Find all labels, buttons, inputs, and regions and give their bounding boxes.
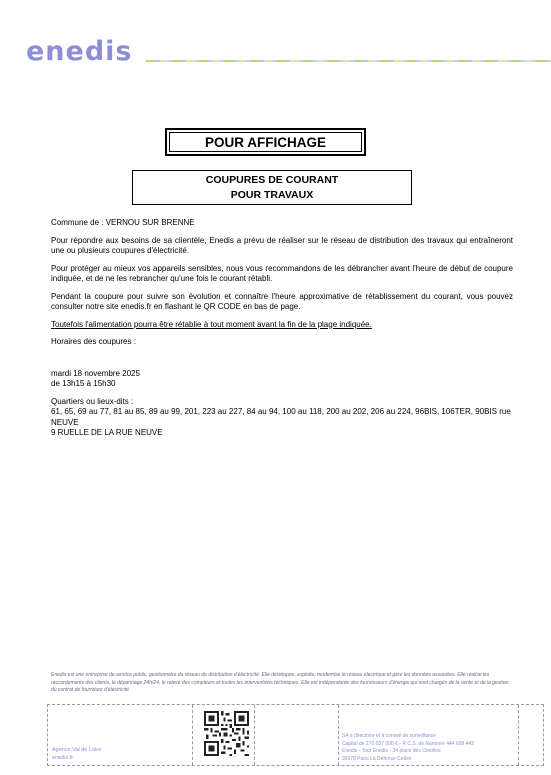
- paragraph-protection: Pour protéger au mieux vos appareils sensibles, nous vous recommandons de les débrancher avant l'heure de début de coupure indiquée, et de ne les rebrancher qu'une fois le courant rétabli.: [51, 263, 513, 283]
- footer-disclaimer: Enedis est une entreprise de service public, gestionnaire du réseau de distribution d'électricité. Elle développe, exploite, modernise le réseau électrique et gère les données associées. Elle réalise les raccordements des clients, le dépannage 24h/24, le relevé des compteurs et toutes les interventions techniques. Elle est indépendante des fournisseurs d'énergie qui sont chargés de la vente et de la gestion du contrat de fourniture d'électricité.: [51, 672, 509, 693]
- footer-box: [47, 704, 544, 766]
- notice-body: [51, 218, 513, 439]
- legal-line4: 92079 Paris La Défense Cedex: [342, 755, 412, 762]
- commune-line: Commune de : VERNOU SUR BRENNE: [51, 218, 195, 227]
- title-box: [165, 128, 366, 156]
- legal-line1: SA à directoire et à conseil de surveillance: [342, 733, 436, 739]
- paragraph-restore-warning: Toutefois l'alimentation pourra être rétablie à tout moment avant la fin de la plage indiquée.: [51, 319, 372, 329]
- agency-name: Agence Val de Loire: [52, 747, 102, 753]
- agency-info: [52, 747, 101, 762]
- legal-line3: Enedis - Tour Enedis - 34 place des Corolles: [342, 748, 441, 754]
- paragraph-tracking: Pendant la coupure pour suivre son évolution et connaître l'heure approximative de rétablissement du courant, vous pouvez consulter notre site enedis.fr en flashant le QR CODE en bas de page.: [51, 291, 513, 311]
- legal-info: [342, 733, 474, 763]
- quartiers-label: Quartiers ou lieux-dits :: [51, 396, 134, 406]
- enedis-logo: enedis: [26, 36, 133, 67]
- page-title: POUR AFFICHAGE: [169, 132, 362, 152]
- qr-code-icon[interactable]: [204, 711, 249, 756]
- outage-date: mardi 18 novembre 2025: [51, 368, 140, 378]
- header-decorative-line: [146, 60, 551, 62]
- subtitle-line1: COUPURES DE COURANT: [205, 174, 339, 186]
- quartiers-ruelle: 9 RUELLE DE LA RUE NEUVE: [51, 428, 163, 437]
- subtitle-line2: POUR TRAVAUX: [230, 189, 314, 201]
- agency-site[interactable]: enedis.fr: [52, 754, 74, 761]
- subtitle-box: [132, 170, 412, 205]
- outage-time: de 13h15 à 15h30: [51, 379, 116, 388]
- quartiers-list: 61, 65, 69 au 77, 81 au 85, 89 au 99, 201, 223 au 227, 84 au 94, 100 au 118, 200 au 202, 206 au 224, 96BIS, 106TER, 90BIS rue NEUVE: [51, 407, 511, 427]
- paragraph-intro: Pour répondre aux besoins de sa clientèle, Enedis a prévu de réaliser sur le réseau de distribution des travaux qui entraîneront une ou plusieurs coupures d'électricité.: [51, 235, 513, 255]
- legal-line2: Capital de 270 037 000 € - R.C.S. de Nanterre 444 608 442: [342, 740, 475, 747]
- horaires-label: Horaires des coupures :: [51, 337, 136, 346]
